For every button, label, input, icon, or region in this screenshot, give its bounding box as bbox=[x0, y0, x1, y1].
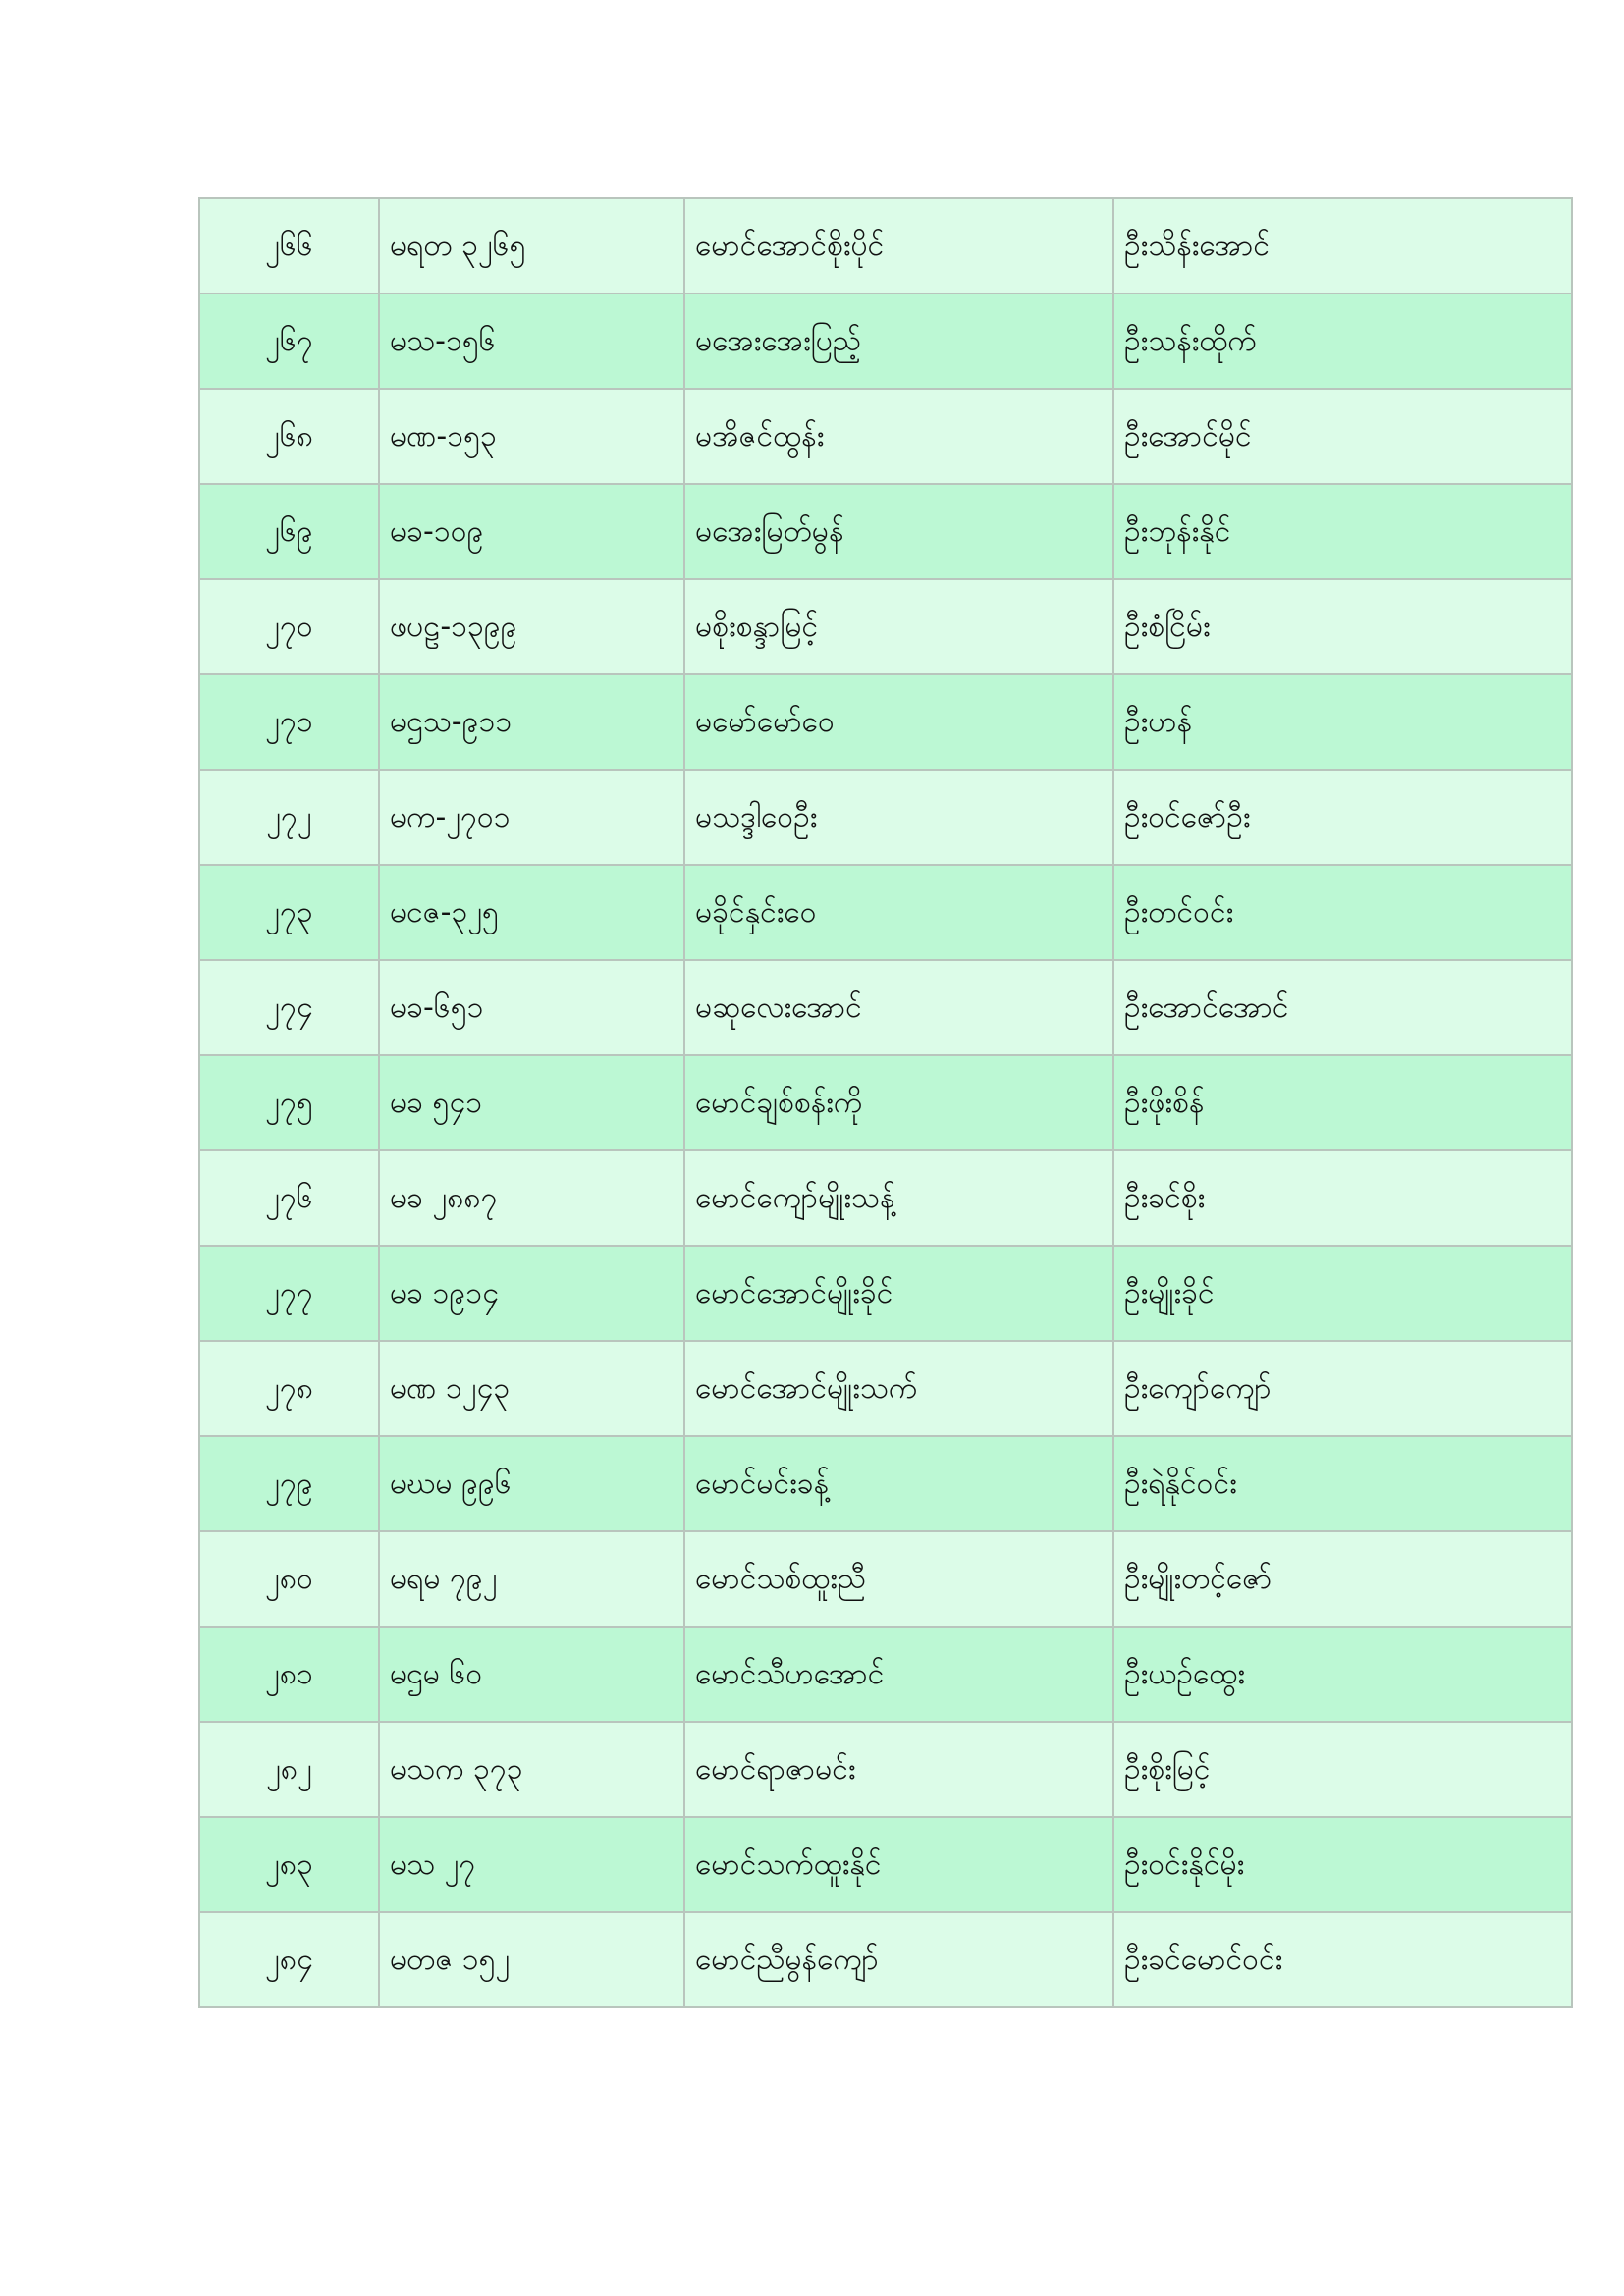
row-number-cell: ၂၇၁ bbox=[199, 674, 379, 770]
id-number-cell: မခ ၁၉၁၄ bbox=[379, 1246, 684, 1341]
student-name-cell: မခိုင်နှင်းဝေ bbox=[684, 865, 1113, 960]
table-row bbox=[199, 1246, 1572, 1341]
row-number-cell: ၂၆၆ bbox=[199, 198, 379, 294]
id-number-cell: မခ ၅၄၁ bbox=[379, 1055, 684, 1150]
table-row bbox=[199, 1531, 1572, 1627]
student-name-cell: မောင်သစ်ထူးညီ bbox=[684, 1531, 1113, 1627]
row-number-cell: ၂၈၂ bbox=[199, 1722, 379, 1817]
student-name-cell: မောင်အောင်မျိုးသက် bbox=[684, 1341, 1113, 1436]
id-number-cell: မခ ၂၈၈၇ bbox=[379, 1150, 684, 1246]
father-name-cell: ဦးမျိုးခိုင် bbox=[1113, 1246, 1572, 1341]
student-name-cell: မောင်ချစ်စန်းကို bbox=[684, 1055, 1113, 1150]
row-number-cell: ၂၇၀ bbox=[199, 579, 379, 674]
father-name-cell: ဦးစိုးမြင့် bbox=[1113, 1722, 1572, 1817]
table-row bbox=[199, 1436, 1572, 1531]
student-name-cell: မောင်သက်ထူးနိုင် bbox=[684, 1817, 1113, 1912]
father-name-cell: ဦးယဉ်ထွေး bbox=[1113, 1627, 1572, 1722]
id-number-cell: မသ-၁၅၆ bbox=[379, 294, 684, 389]
table-row bbox=[199, 1627, 1572, 1722]
student-name-cell: မောင်အောင်မျိုးခိုင် bbox=[684, 1246, 1113, 1341]
table-row bbox=[199, 960, 1572, 1055]
table-row bbox=[199, 389, 1572, 484]
father-name-cell: ဦးဝင်းနိုင်မိုး bbox=[1113, 1817, 1572, 1912]
student-name-cell: မအေးမြတ်မွန် bbox=[684, 484, 1113, 579]
table-row bbox=[199, 1912, 1572, 2007]
student-name-cell: မောင်မင်းခန့် bbox=[684, 1436, 1113, 1531]
id-number-cell: မဏ-၁၅၃ bbox=[379, 389, 684, 484]
row-number-cell: ၂၇၄ bbox=[199, 960, 379, 1055]
row-number-cell: ၂၇၈ bbox=[199, 1341, 379, 1436]
table-row bbox=[199, 770, 1572, 865]
table-row bbox=[199, 674, 1572, 770]
table-row bbox=[199, 1341, 1572, 1436]
father-name-cell: ဦးအောင်အောင် bbox=[1113, 960, 1572, 1055]
student-name-cell: မောင်ကျော်မျိုးသန့် bbox=[684, 1150, 1113, 1246]
id-number-cell: မဌသ-၉၁၁ bbox=[379, 674, 684, 770]
id-number-cell: မဏ ၁၂၄၃ bbox=[379, 1341, 684, 1436]
id-number-cell: မငဇ-၃၂၅ bbox=[379, 865, 684, 960]
father-name-cell: ဦးသိန်းအောင် bbox=[1113, 198, 1572, 294]
id-number-cell: မဌမ ၆၀ bbox=[379, 1627, 684, 1722]
table-row bbox=[199, 1055, 1572, 1150]
table-row bbox=[199, 579, 1572, 674]
id-number-cell: မတဇ ၁၅၂ bbox=[379, 1912, 684, 2007]
father-name-cell: ဦးရဲနိုင်ဝင်း bbox=[1113, 1436, 1572, 1531]
student-name-cell: မစိုးစန္ဒာမြင့် bbox=[684, 579, 1113, 674]
student-name-cell: မအေးအေးပြည့် bbox=[684, 294, 1113, 389]
row-number-cell: ၂၈၃ bbox=[199, 1817, 379, 1912]
row-number-cell: ၂၆၈ bbox=[199, 389, 379, 484]
student-name-cell: မောင်ရာဇာမင်း bbox=[684, 1722, 1113, 1817]
father-name-cell: ဦးဝင်ဇော်ဦး bbox=[1113, 770, 1572, 865]
id-number-cell: မခ-၁၀၉ bbox=[379, 484, 684, 579]
father-name-cell: ဦးစံငြိမ်း bbox=[1113, 579, 1572, 674]
row-number-cell: ၂၈၁ bbox=[199, 1627, 379, 1722]
row-number-cell: ၂၇၅ bbox=[199, 1055, 379, 1150]
table-row bbox=[199, 865, 1572, 960]
father-name-cell: ဦးဖိုးစိန် bbox=[1113, 1055, 1572, 1150]
father-name-cell: ဦးကျော်ကျော် bbox=[1113, 1341, 1572, 1436]
id-number-cell: မရမ ၇၉၂ bbox=[379, 1531, 684, 1627]
student-name-cell: မောင်အောင်စိုးပိုင် bbox=[684, 198, 1113, 294]
id-number-cell: မသ ၂၇ bbox=[379, 1817, 684, 1912]
row-number-cell: ၂၇၃ bbox=[199, 865, 379, 960]
father-name-cell: ဦးမျိုးတင့်ဇော် bbox=[1113, 1531, 1572, 1627]
student-name-cell: မဆုလေးအောင် bbox=[684, 960, 1113, 1055]
row-number-cell: ၂၇၇ bbox=[199, 1246, 379, 1341]
id-number-cell: မဃမ ၉၉၆ bbox=[379, 1436, 684, 1531]
table-row bbox=[199, 1817, 1572, 1912]
id-number-cell: မသက ၃၇၃ bbox=[379, 1722, 684, 1817]
row-number-cell: ၂၇၂ bbox=[199, 770, 379, 865]
student-name-cell: မောင်ညီမွန်ကျော် bbox=[684, 1912, 1113, 2007]
row-number-cell: ၂၆၇ bbox=[199, 294, 379, 389]
row-number-cell: ၂၆၉ bbox=[199, 484, 379, 579]
table-row bbox=[199, 484, 1572, 579]
id-number-cell: မခ-၆၅၁ bbox=[379, 960, 684, 1055]
row-number-cell: ၂၈၄ bbox=[199, 1912, 379, 2007]
father-name-cell: ဦးခင်မောင်ဝင်း bbox=[1113, 1912, 1572, 2007]
row-number-cell: ၂၇၉ bbox=[199, 1436, 379, 1531]
father-name-cell: ဦးဟန် bbox=[1113, 674, 1572, 770]
father-name-cell: ဦးသန်းထိုက် bbox=[1113, 294, 1572, 389]
student-name-cell: မအိဇင်ထွန်း bbox=[684, 389, 1113, 484]
records-table bbox=[198, 197, 1573, 2008]
table-row bbox=[199, 1722, 1572, 1817]
father-name-cell: ဦးခင်စိုး bbox=[1113, 1150, 1572, 1246]
father-name-cell: ဦးဘုန်းနိုင် bbox=[1113, 484, 1572, 579]
id-number-cell: မရတ ၃၂၆၅ bbox=[379, 198, 684, 294]
id-number-cell: ဖပဠ-၁၃၉၉ bbox=[379, 579, 684, 674]
student-name-cell: မသဒ္ဒါဝေဦး bbox=[684, 770, 1113, 865]
student-name-cell: မမော်မော်ဝေ bbox=[684, 674, 1113, 770]
row-number-cell: ၂၈၀ bbox=[199, 1531, 379, 1627]
table-row bbox=[199, 294, 1572, 389]
father-name-cell: ဦးတင်ဝင်း bbox=[1113, 865, 1572, 960]
id-number-cell: မက-၂၇၀၁ bbox=[379, 770, 684, 865]
row-number-cell: ၂၇၆ bbox=[199, 1150, 379, 1246]
father-name-cell: ဦးအောင်မိုင် bbox=[1113, 389, 1572, 484]
student-name-cell: မောင်သီဟအောင် bbox=[684, 1627, 1113, 1722]
table-row bbox=[199, 198, 1572, 294]
table-row bbox=[199, 1150, 1572, 1246]
records-table-body bbox=[199, 198, 1572, 2007]
